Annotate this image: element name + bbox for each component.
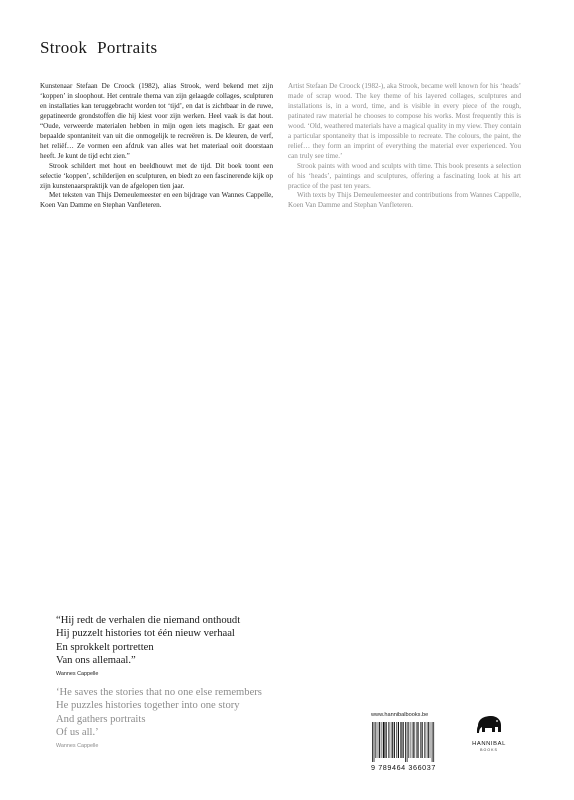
barcode-bar bbox=[430, 722, 431, 758]
isbn-number: 9 789464 366037 bbox=[371, 763, 436, 772]
barcode-bar bbox=[410, 722, 411, 758]
barcode-bar bbox=[379, 722, 380, 758]
barcode-bar bbox=[408, 722, 409, 758]
barcode-bar bbox=[386, 722, 387, 758]
barcode-bar bbox=[390, 722, 391, 758]
english-paragraph-3: With texts by Thijs Demeulemeester and contributions from Wannes Cappelle, Koen Van Damme and Stephan Vanfleteren. bbox=[288, 191, 521, 210]
english-paragraph-2: Strook paints with wood and sculpts with time. This book presents a selection of his ‘heads’, paintings and sculptures, offering a fascinating look at his art practice of the past ten years. bbox=[288, 161, 521, 190]
title-strook: Strook bbox=[40, 38, 88, 57]
barcode-guard-bar bbox=[372, 722, 373, 762]
barcode-bar bbox=[422, 722, 423, 758]
elephant-icon bbox=[474, 714, 504, 734]
publisher-website: www.hannibalbooks.be bbox=[371, 712, 429, 718]
quote-author: Wannes Cappelle bbox=[56, 742, 99, 749]
quote-line: Hij puzzelt histories tot één nieuw verhaal bbox=[56, 628, 235, 640]
barcode-bar bbox=[403, 722, 404, 758]
quote-line: Van ons allemaal.” bbox=[56, 655, 136, 667]
quote-line: Of us all.’ bbox=[56, 727, 99, 739]
description-english bbox=[288, 82, 521, 211]
barcode-bar bbox=[417, 722, 418, 758]
publisher-logo bbox=[462, 714, 516, 752]
barcode-guard-bar bbox=[405, 722, 406, 762]
barcode-bar bbox=[426, 722, 427, 758]
barcode-bar bbox=[412, 722, 413, 758]
quote-dutch bbox=[56, 614, 240, 677]
book-title bbox=[40, 38, 167, 58]
barcode-bar bbox=[400, 722, 401, 758]
barcode-bar bbox=[416, 722, 417, 758]
barcode-bar bbox=[381, 722, 382, 758]
publisher-sub: BOOKS bbox=[480, 748, 498, 752]
barcode-bar bbox=[392, 722, 393, 758]
english-paragraph-1: Artist Stefaan De Croock (1982-), aka Strook, became well known for his ‘heads’ made of scrap wood. The key theme of his layered collages, sculptures and installations is, in a word, time, and is visible in every piece of the rough, patinated raw material he chooses to compose his works. Most frequently this is wood. ‘Old, weathered materials have a magical quality in my view. They contain a particular spontaneity that is impossible to recreate. The colours, the paint, the relief… they form an imprint of everything the material ever experienced. You can truly see time.’ bbox=[288, 82, 521, 160]
barcode-bar bbox=[428, 722, 429, 758]
quote-line: “Hij redt de verhalen die niemand onthoudt bbox=[56, 615, 241, 626]
isbn-barcode bbox=[371, 722, 457, 772]
title-portraits: Portraits bbox=[97, 38, 158, 57]
publisher-name: HANNIBAL bbox=[472, 741, 506, 747]
dutch-paragraph-3: Met teksten van Thijs Demeulemeester en een bijdrage van Wannes Cappelle, Koen Van Damme en Stephan Vanfleteren. bbox=[40, 191, 273, 210]
dutch-paragraph-1: Kunstenaar Stefaan De Croock (1982), alias Strook, werd bekend met zijn ‘koppen’ in sloophout. Het centrale thema van zijn gelaagde collages, sculpturen en installaties kan teruggebracht worden tot ‘tijd’, en dat is zichtbaar in de ruwe, gepatineerde grondstoffen die hij kiest voor zijn werken. Heel vaak is dat hout. “Oude, verweerde materialen hebben in mijn ogen iets magisch. Er gaat een bepaalde spontaniteit van uit die onmogelijk te recreëren is. De kleuren, de verf, het reliëf… Ze vormen een afdruk van alles wat het materiaal ooit doorstaan heeft. Je kunt de tijd echt zien.” bbox=[40, 82, 273, 160]
quote-line: He puzzles histories together into one story bbox=[56, 700, 240, 712]
description-dutch bbox=[40, 82, 273, 211]
dutch-paragraph-2: Strook schildert met hout en beeldhouwt met de tijd. Dit boek toont een selectie ‘koppen’, schilderijen en sculpturen, en biedt zo een fascinerende kijk op zijn kunstenaarspraktijk van de afgelopen tien jaar. bbox=[40, 161, 273, 190]
barcode-bars bbox=[371, 722, 457, 762]
barcode-guard-bar bbox=[432, 722, 433, 762]
barcode-bar bbox=[388, 722, 389, 758]
barcode-bar bbox=[413, 722, 414, 758]
barcode-bar bbox=[377, 722, 378, 758]
barcode-bar bbox=[424, 722, 425, 758]
barcode-bar bbox=[396, 722, 397, 758]
barcode-bar bbox=[383, 722, 385, 758]
quote-author: Wannes Cappelle bbox=[56, 670, 99, 677]
barcode-bar bbox=[394, 722, 395, 758]
barcode-guard-bar bbox=[374, 722, 375, 762]
quote-english bbox=[56, 686, 262, 749]
barcode-bar bbox=[420, 722, 421, 758]
quote-line: ‘He saves the stories that no one else remembers bbox=[56, 687, 262, 698]
quote-line: And gathers portraits bbox=[56, 713, 146, 725]
barcode-guard-bar bbox=[433, 722, 434, 762]
barcode-bar bbox=[398, 722, 399, 758]
quote-line: En sprokkelt portretten bbox=[56, 641, 154, 653]
barcode-guard-bar bbox=[407, 722, 408, 762]
barcode-bar bbox=[375, 722, 376, 758]
